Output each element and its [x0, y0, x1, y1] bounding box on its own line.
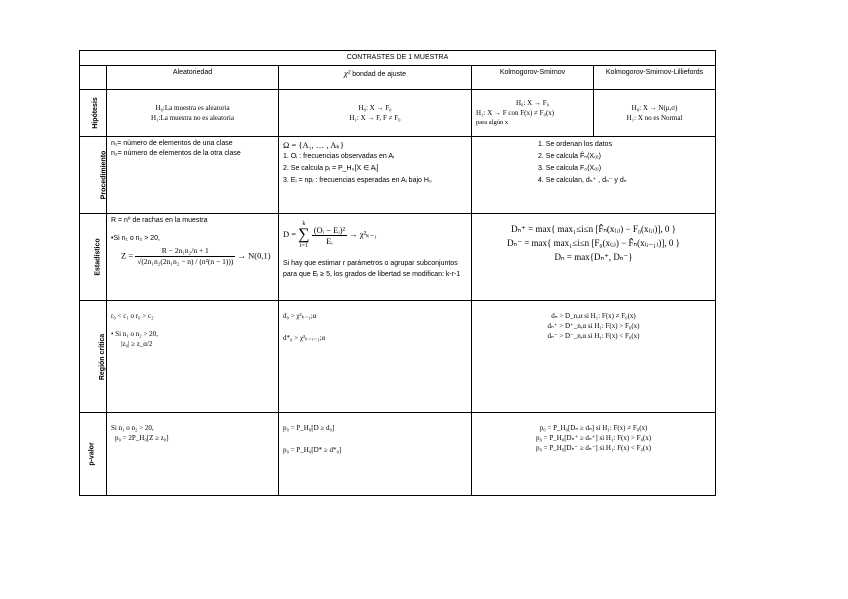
ks-reg-3: dₙ⁻ > D⁻_n,α si H₁: F(x) < F₀(x) [547, 332, 640, 340]
alea-z-formula [111, 246, 274, 267]
ks-proc-3: 3. Se calcula F₀(X₍ᵢ₎) [538, 165, 602, 172]
alea-h0: H₀:La muestra es aleatoria [155, 104, 230, 112]
alea-z-arrow: → N(0,1) [237, 250, 271, 261]
col-header-ksl: Kolmogorov-Smirnov-Lilliefords [594, 66, 716, 90]
pvalor-ks [472, 413, 716, 496]
pvalor-chi [279, 413, 472, 496]
col-header-ks: Kolmogorov-Smirnov [472, 66, 594, 90]
region-ks [472, 301, 716, 413]
ks-p-2: p₀ = P_H₀[Dₙ⁺ ≥ dₙ⁺] si H₁: F(x) > F₀(x) [535, 434, 652, 442]
ks-p-3: p₀ = P_H₀[Dₙ⁻ ≥ dₙ⁻] si H₁: F(x) < F₀(x) [535, 444, 652, 452]
estadistico-ks [472, 214, 716, 301]
alea-z-den: √(2n₁n₂(2n₁n₂ − n) / (n²(n − 1))) [137, 257, 234, 266]
alea-z-num: R − 2n₁n₂/n + 1 [135, 246, 235, 257]
row-header-procedimiento: Procedimiento [80, 137, 107, 214]
ks-h1: H₁: X → F con F(x) ≠ F₀(x) [476, 109, 555, 117]
alea-reg-1: r₀ < c₁ o r₀ > c₂ [111, 312, 154, 320]
chi-p-2: p₀ = P_H₀[D* ≥ d*₀] [283, 446, 342, 454]
region-aleatoriedad [107, 301, 279, 413]
ks-est-1: Dₙ⁺ = max{ max₁≤i≤n [F̂ₙ(x₍ᵢ₎) − F₀(x₍ᵢ₎)], 0 } [511, 224, 676, 234]
ks-h1b: para algún x [476, 119, 509, 126]
hipotesis-chi [279, 90, 472, 137]
col-header-aleatoriedad: Aleatoriedad [107, 66, 279, 90]
chi-proc-1: Ω = {A₁, … , Aₖ} [283, 140, 345, 150]
hipotesis-ksl [594, 90, 716, 137]
chi-d-arrow: → χ²ₖ₋₁ [349, 228, 378, 239]
chi-proc-2: 1. Oᵢ : frecuencias observadas en Aᵢ [283, 153, 395, 160]
chi-sum-top: k [302, 221, 306, 227]
hipotesis-ks [472, 90, 594, 137]
contrastes-table [79, 50, 716, 496]
alea-p-2: p₀ = 2P_H₀[Z ≥ z₀] [115, 434, 169, 442]
chi-h0: H₀: X → F₀ [358, 104, 392, 112]
ks-h0: H₀: X → F₀ [515, 99, 550, 107]
alea-proc-1: n₁= número de elementos de una clase [111, 140, 233, 147]
table-title: CONTRASTES DE 1 MUESTRA [80, 51, 716, 66]
chi-reg-1: d₀ > χ²ₖ₋₁;α [283, 312, 317, 320]
row-header-region: Región crítica [80, 301, 107, 413]
alea-est-1: R = nº de rachas en la muestra [111, 217, 208, 224]
col-header-chi: χ² bondad de ajuste [279, 66, 472, 90]
ks-reg-1: dₙ > D_n,α si H₁: F(x) ≠ F₀(x) [551, 312, 636, 320]
chi-proc-4: 3. Eᵢ = npᵢ : frecuencias esperadas en Aᵢ bajo H₀ [283, 177, 432, 184]
procedimiento-ks [472, 137, 716, 214]
ksl-h1: H₁: X no es Normal [626, 114, 683, 122]
alea-est-2: •Si n₁ o n₂ > 20, [111, 235, 160, 242]
ks-est-3: Dₙ = max{Dₙ⁺, Dₙ⁻} [554, 252, 633, 262]
estadistico-chi [279, 214, 472, 301]
ks-proc-4: 4. Se calculan, dₙ⁺ , dₙ⁻ y dₙ [538, 177, 627, 184]
chi-d-den: Eᵢ [326, 235, 333, 246]
row-header-pvalor: p-valor [80, 413, 107, 496]
region-chi [279, 301, 472, 413]
row-header-estadistico: Estadístico [80, 214, 107, 301]
chi-d-formula: D = k ∑ i=1 $\frac{\text{(Oᵢ − Eᵢ)²}}{\text{Eᵢ}}$ → χ²ₖ₋₁ [283, 221, 378, 249]
ksl-h0: H₀: X → N(μ,σ) [631, 104, 678, 112]
corner-cell [80, 66, 107, 90]
procedimiento-chi [279, 137, 472, 214]
chi-est-note: Si hay que estimar r parámetros o agrupar subconjuntos para que Eᵢ ≥ 5, los grados de libertad se modifican: k-r-1 [283, 260, 461, 278]
pvalor-aleatoriedad [107, 413, 279, 496]
alea-proc-2: n₂= número de elementos de la otra clase [111, 150, 241, 157]
ks-est-2: Dₙ⁻ = max{ max₁≤i≤n [F₀(x₍ᵢ₎) − F̂ₙ(x₍ᵢ₋₁₎)], 0 } [507, 238, 680, 248]
estadistico-aleatoriedad [107, 214, 279, 301]
chi-proc-3: 2. Se calcula pᵢ = P_H₀[X ∈ Aᵢ] [283, 165, 379, 172]
alea-p-1: Si n₁ o n₂ > 20, [111, 424, 154, 432]
alea-reg-3: |z₀| ≥ z_α/2 [121, 340, 153, 348]
row-header-hipotesis: Hipótesis [80, 90, 107, 137]
chi-h1: H₁: X → F, F ≠ F₀ [349, 114, 401, 122]
chi-p-1: p₀ = P_H₀[D ≥ d₀] [283, 424, 335, 432]
ks-proc-2: 2. Se calcula F̂ₙ(X₍ᵢ₎) [538, 153, 601, 160]
ks-p-1: p₀ = P_H₀[Dₙ ≥ dₙ] si H₁: F(x) ≠ F₀(x) [539, 424, 648, 432]
chi-d-label: D = [283, 228, 297, 239]
ks-proc-1: 1. Se ordenan los datos [538, 141, 612, 148]
chi-reg-2: d*₀ > χ²ₖ₋ᵣ₋₁;α [283, 334, 326, 342]
alea-reg-2: • Si n₁ o n₂ > 20, [111, 330, 158, 338]
ks-reg-2: dₙ⁺ > D⁺_n,α si H₁: F(x) > F₀(x) [547, 322, 640, 330]
hipotesis-aleatoriedad [107, 90, 279, 137]
alea-h1: H₁:La muestra no es aleatoria [151, 114, 234, 122]
procedimiento-aleatoriedad [107, 137, 279, 214]
alea-z-label: Z = [121, 250, 134, 261]
chi-d-num: (Oᵢ − Eᵢ)² [313, 224, 346, 235]
chi-sum-bot: i=1 [299, 243, 308, 249]
